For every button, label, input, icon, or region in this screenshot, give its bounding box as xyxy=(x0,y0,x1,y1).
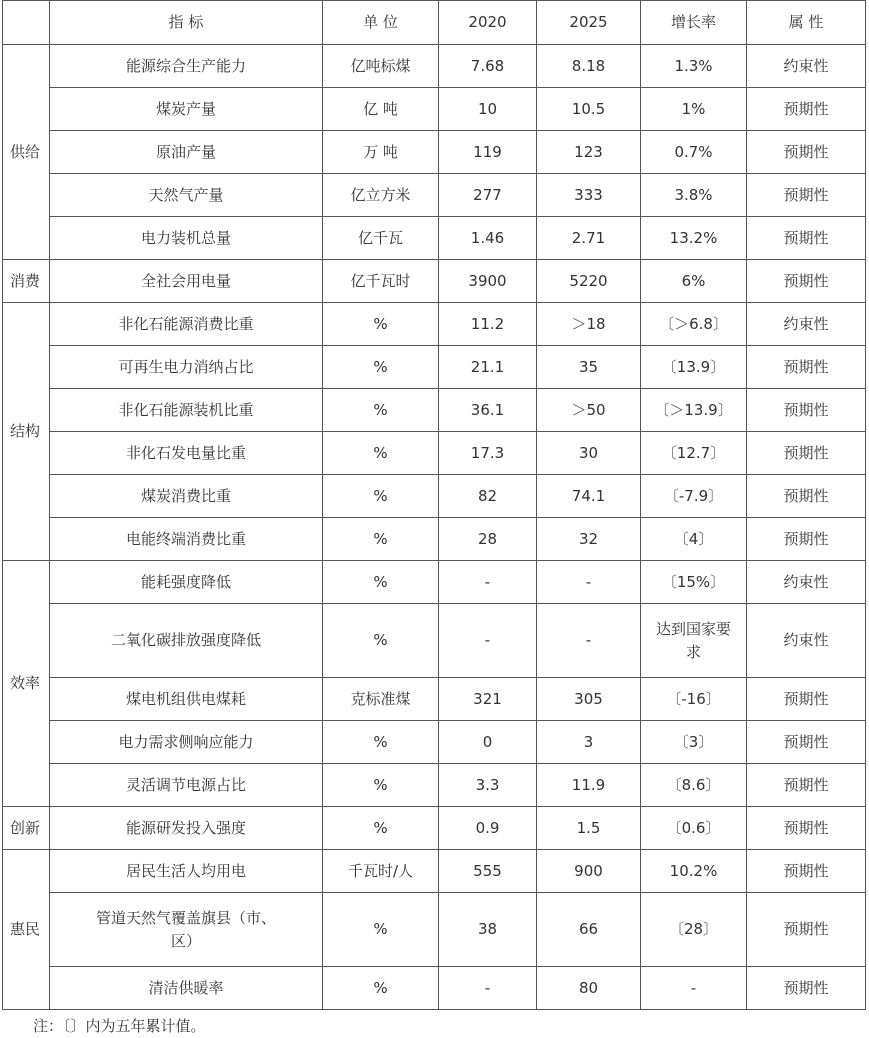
header-cell-category xyxy=(3,1,50,45)
table-row xyxy=(3,475,866,518)
cell-attribute: 预期性 xyxy=(747,850,866,893)
header-cell-2020: 2020 xyxy=(439,1,537,45)
cell-indicator: 非化石发电量比重 xyxy=(50,432,323,475)
cell-attribute: 约束性 xyxy=(747,45,866,88)
cell-indicator: 二氧化碳排放强度降低 xyxy=(50,604,323,678)
cell-indicator: 全社会用电量 xyxy=(50,260,323,303)
cell-growth: 1.3% xyxy=(641,45,747,88)
cell-attribute: 预期性 xyxy=(747,174,866,217)
cell-unit: 千瓦时/人 xyxy=(323,850,439,893)
cell-indicator: 管道天然气覆盖旗县（市、区） xyxy=(50,893,323,967)
cell-y2025: 32 xyxy=(537,518,641,561)
cell-unit: % xyxy=(323,721,439,764)
cell-attribute: 约束性 xyxy=(747,604,866,678)
header-cell-indicator: 指 标 xyxy=(50,1,323,45)
cell-attribute: 约束性 xyxy=(747,561,866,604)
cell-y2020: 555 xyxy=(439,850,537,893)
cell-indicator: 能耗强度降低 xyxy=(50,561,323,604)
table-row xyxy=(3,88,866,131)
cell-y2025: 900 xyxy=(537,850,641,893)
cell-unit: 亿立方米 xyxy=(323,174,439,217)
cell-growth: 10.2% xyxy=(641,850,747,893)
cell-y2020: - xyxy=(439,561,537,604)
category-cell: 效率 xyxy=(3,561,50,807)
table-row xyxy=(3,518,866,561)
category-cell: 供给 xyxy=(3,45,50,260)
cell-growth: 6% xyxy=(641,260,747,303)
table-row xyxy=(3,432,866,475)
cell-growth: 〔3〕 xyxy=(641,721,747,764)
cell-y2025: 35 xyxy=(537,346,641,389)
cell-growth: 〔＞13.9〕 xyxy=(641,389,747,432)
cell-growth: 〔15%〕 xyxy=(641,561,747,604)
cell-growth: 〔4〕 xyxy=(641,518,747,561)
cell-attribute: 预期性 xyxy=(747,389,866,432)
cell-attribute: 预期性 xyxy=(747,346,866,389)
cell-attribute: 预期性 xyxy=(747,764,866,807)
cell-y2020: 21.1 xyxy=(439,346,537,389)
cell-growth: 〔13.9〕 xyxy=(641,346,747,389)
cell-growth: 〔-16〕 xyxy=(641,678,747,721)
table-row xyxy=(3,604,866,678)
cell-growth: 1% xyxy=(641,88,747,131)
cell-y2020: 28 xyxy=(439,518,537,561)
cell-y2025: 1.5 xyxy=(537,807,641,850)
cell-y2025: 305 xyxy=(537,678,641,721)
cell-y2025: 66 xyxy=(537,893,641,967)
table-row xyxy=(3,561,866,604)
cell-y2020: 7.68 xyxy=(439,45,537,88)
header-cell-unit: 单 位 xyxy=(323,1,439,45)
cell-y2020: 3.3 xyxy=(439,764,537,807)
cell-y2025: 80 xyxy=(537,967,641,1010)
cell-attribute: 预期性 xyxy=(747,967,866,1010)
table-row xyxy=(3,217,866,260)
table-body xyxy=(3,1,866,1010)
cell-y2025: 2.71 xyxy=(537,217,641,260)
cell-unit: % xyxy=(323,893,439,967)
category-cell: 创新 xyxy=(3,807,50,850)
category-cell: 惠民 xyxy=(3,850,50,1010)
cell-unit: 亿吨标煤 xyxy=(323,45,439,88)
cell-unit: 克标准煤 xyxy=(323,678,439,721)
cell-attribute: 预期性 xyxy=(747,518,866,561)
table-row xyxy=(3,678,866,721)
cell-y2020: 82 xyxy=(439,475,537,518)
cell-attribute: 预期性 xyxy=(747,88,866,131)
cell-unit: % xyxy=(323,604,439,678)
cell-unit: 万 吨 xyxy=(323,131,439,174)
cell-indicator: 非化石能源消费比重 xyxy=(50,303,323,346)
cell-growth: 〔＞6.8〕 xyxy=(641,303,747,346)
header-cell-growth: 增长率 xyxy=(641,1,747,45)
cell-y2020: 3900 xyxy=(439,260,537,303)
table-row xyxy=(3,764,866,807)
cell-unit: % xyxy=(323,432,439,475)
cell-y2020: 0 xyxy=(439,721,537,764)
energy-indicator-table xyxy=(2,0,866,1010)
header-cell-attribute: 属 性 xyxy=(747,1,866,45)
cell-attribute: 预期性 xyxy=(747,217,866,260)
cell-y2025: 333 xyxy=(537,174,641,217)
table-row xyxy=(3,346,866,389)
cell-unit: % xyxy=(323,475,439,518)
cell-indicator: 灵活调节电源占比 xyxy=(50,764,323,807)
cell-indicator: 天然气产量 xyxy=(50,174,323,217)
cell-y2025: 5220 xyxy=(537,260,641,303)
cell-indicator: 能源综合生产能力 xyxy=(50,45,323,88)
cell-indicator: 居民生活人均用电 xyxy=(50,850,323,893)
cell-attribute: 预期性 xyxy=(747,131,866,174)
cell-y2020: 277 xyxy=(439,174,537,217)
cell-y2020: - xyxy=(439,967,537,1010)
cell-y2020: 0.9 xyxy=(439,807,537,850)
cell-y2025: ＞18 xyxy=(537,303,641,346)
cell-unit: % xyxy=(323,967,439,1010)
cell-growth: 13.2% xyxy=(641,217,747,260)
cell-unit: % xyxy=(323,389,439,432)
cell-unit: % xyxy=(323,807,439,850)
cell-y2020: 11.2 xyxy=(439,303,537,346)
cell-attribute: 预期性 xyxy=(747,475,866,518)
table-row xyxy=(3,389,866,432)
table-row xyxy=(3,131,866,174)
cell-y2020: 321 xyxy=(439,678,537,721)
cell-y2020: 10 xyxy=(439,88,537,131)
table-row xyxy=(3,850,866,893)
cell-y2025: 123 xyxy=(537,131,641,174)
cell-y2025: 10.5 xyxy=(537,88,641,131)
cell-y2020: 119 xyxy=(439,131,537,174)
cell-attribute: 预期性 xyxy=(747,721,866,764)
cell-y2020: 36.1 xyxy=(439,389,537,432)
cell-attribute: 预期性 xyxy=(747,260,866,303)
cell-y2020: 1.46 xyxy=(439,217,537,260)
cell-y2020: 17.3 xyxy=(439,432,537,475)
table-footnote: 注：〔〕内为五年累计值。 xyxy=(33,1017,206,1035)
table-header-row xyxy=(3,1,866,45)
cell-indicator: 清洁供暖率 xyxy=(50,967,323,1010)
cell-y2025: 3 xyxy=(537,721,641,764)
cell-indicator: 非化石能源装机比重 xyxy=(50,389,323,432)
cell-y2025: 11.9 xyxy=(537,764,641,807)
cell-attribute: 预期性 xyxy=(747,807,866,850)
cell-unit: % xyxy=(323,561,439,604)
table-row xyxy=(3,174,866,217)
table-row xyxy=(3,893,866,967)
cell-growth: 〔12.7〕 xyxy=(641,432,747,475)
cell-unit: 亿千瓦 xyxy=(323,217,439,260)
cell-indicator: 原油产量 xyxy=(50,131,323,174)
cell-attribute: 预期性 xyxy=(747,893,866,967)
table-row xyxy=(3,721,866,764)
cell-y2020: 38 xyxy=(439,893,537,967)
table-row xyxy=(3,303,866,346)
cell-indicator: 可再生电力消纳占比 xyxy=(50,346,323,389)
cell-y2025: - xyxy=(537,604,641,678)
cell-growth: 〔0.6〕 xyxy=(641,807,747,850)
table-row xyxy=(3,967,866,1010)
cell-unit: % xyxy=(323,303,439,346)
table-row xyxy=(3,807,866,850)
cell-growth: 0.7% xyxy=(641,131,747,174)
cell-y2025: ＞50 xyxy=(537,389,641,432)
cell-attribute: 预期性 xyxy=(747,678,866,721)
cell-unit: % xyxy=(323,518,439,561)
cell-growth: 〔8.6〕 xyxy=(641,764,747,807)
cell-y2025: 74.1 xyxy=(537,475,641,518)
cell-indicator: 煤炭消费比重 xyxy=(50,475,323,518)
cell-attribute: 约束性 xyxy=(747,303,866,346)
cell-growth: 3.8% xyxy=(641,174,747,217)
category-cell: 结构 xyxy=(3,303,50,561)
cell-growth: 达到国家要求 xyxy=(641,604,747,678)
cell-unit: % xyxy=(323,764,439,807)
cell-growth: 〔28〕 xyxy=(641,893,747,967)
cell-indicator: 电力需求侧响应能力 xyxy=(50,721,323,764)
cell-indicator: 能源研发投入强度 xyxy=(50,807,323,850)
cell-y2025: 8.18 xyxy=(537,45,641,88)
cell-indicator: 电能终端消费比重 xyxy=(50,518,323,561)
cell-attribute: 预期性 xyxy=(747,432,866,475)
cell-indicator: 煤炭产量 xyxy=(50,88,323,131)
table-row xyxy=(3,260,866,303)
cell-growth: - xyxy=(641,967,747,1010)
cell-unit: 亿 吨 xyxy=(323,88,439,131)
cell-unit: 亿千瓦时 xyxy=(323,260,439,303)
cell-y2020: - xyxy=(439,604,537,678)
cell-growth: 〔-7.9〕 xyxy=(641,475,747,518)
header-cell-2025: 2025 xyxy=(537,1,641,45)
cell-indicator: 电力装机总量 xyxy=(50,217,323,260)
category-cell: 消费 xyxy=(3,260,50,303)
cell-indicator: 煤电机组供电煤耗 xyxy=(50,678,323,721)
table-row xyxy=(3,45,866,88)
cell-unit: % xyxy=(323,346,439,389)
cell-y2025: - xyxy=(537,561,641,604)
cell-y2025: 30 xyxy=(537,432,641,475)
